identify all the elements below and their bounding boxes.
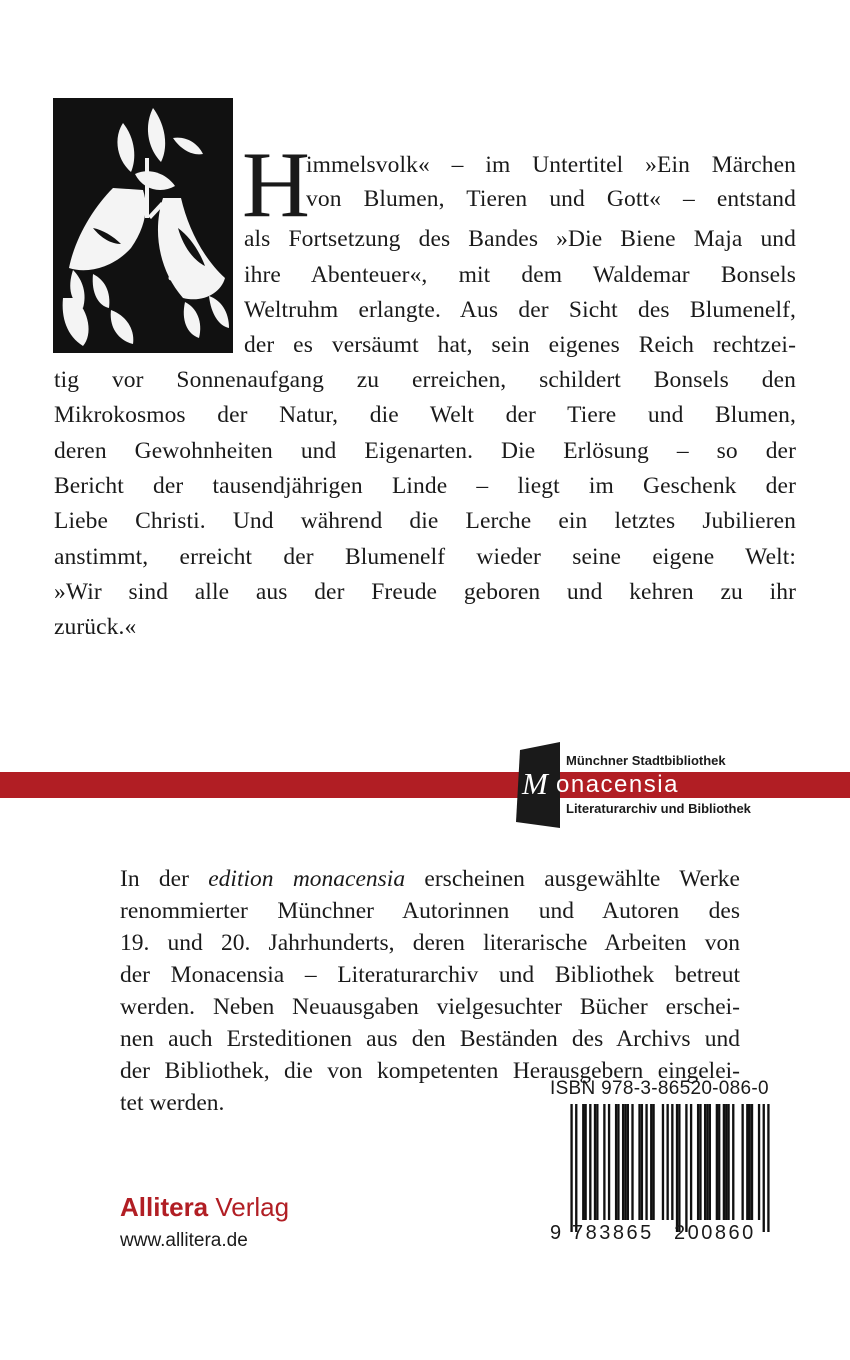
blurb-line: ihre Abenteuer«, mit dem Waldemar Bonsels [244,262,796,288]
about-line: der Monacensia – Literaturarchiv und Bibliothek betreut [120,962,740,988]
barcode-bar [608,1104,610,1220]
barcode-bar [622,1104,624,1220]
barcode-bar [641,1104,643,1220]
barcode-bar [594,1104,596,1220]
publisher-name: Allitera Verlag [120,1192,290,1222]
logo-line-literaturarchiv: Literaturarchiv und Bibliothek [566,801,751,816]
barcode-bar [732,1104,734,1220]
barcode-bar [709,1104,711,1220]
barcode-digit-lead: 9 [550,1222,562,1244]
flower-woodcut-icon [53,98,233,353]
barcode-bar [716,1104,718,1220]
about-line: 19. und 20. Jahrhunderts, deren literarische Arbeiten von [120,930,740,956]
barcode-bar [727,1104,729,1220]
about-line: tet werden. [120,1090,225,1116]
about-line: In der edition monacensia erscheinen ausgewählte Werke [120,866,740,892]
barcode-bar [596,1104,598,1220]
about-line: werden. Neben Neuausgaben vielgesuchter Bücher erschei- [120,994,740,1020]
barcode-bar [749,1104,751,1220]
barcode-bar [690,1104,692,1220]
blurb-line: zurück.« [54,614,137,640]
barcode-bar [725,1104,727,1220]
about-line: der Bibliothek, die von kompetenten Herausgebern eingelei- [120,1058,740,1084]
barcode-bar [666,1104,668,1220]
barcode-bar [584,1104,586,1220]
barcode-bar [570,1104,572,1232]
barcode-bar [706,1104,708,1220]
barcode-bar [697,1104,699,1220]
edition-monacensia: edition monacensia [208,866,406,892]
drop-cap: H [242,133,310,237]
blurb-line: immelsvolk« – im Untertitel »Ein Märchen [306,152,796,178]
blurb-line: Weltruhm erlangte. Aus der Sicht des Blumenelf, [244,297,796,323]
logo-line-stadtbibliothek: Münchner Stadtbibliothek [566,753,726,768]
blurb-line: »Wir sind alle aus der Freude geboren und kehren zu ihr [54,579,796,605]
red-band [0,772,850,798]
barcode-bar [699,1104,701,1220]
barcode-bar [645,1104,647,1220]
barcode-bar [582,1104,584,1220]
barcode-bar [650,1104,652,1220]
barcode-bar [624,1104,626,1220]
barcode-bar [746,1104,748,1220]
blurb-line: von Blumen, Tieren und Gott« – entstand [306,186,796,212]
barcode-digits-left: 783865 [572,1222,654,1244]
blurb-line: der es versäumt hat, sein eigenes Reich rechtzei- [244,332,796,358]
blurb-line: Bericht der tausendjährigen Linde – liegt im Geschenk der [54,473,796,499]
about-line: renommierter Münchner Autorinnen und Autoren des [120,898,740,924]
barcode-bar [615,1104,617,1220]
barcode-bar [678,1104,680,1232]
barcode-bar [685,1104,687,1232]
blurb-line: deren Gewohnheiten und Eigenarten. Die Erlösung – so der [54,438,796,464]
barcode-bar [671,1104,673,1220]
blurb-line: anstimmt, erreicht der Blumenelf wieder seine eigene Welt: [54,544,796,570]
blurb-line: tig vor Sonnenaufgang zu erreichen, schildert Bonsels den [54,367,796,393]
barcode-bar [758,1104,760,1220]
logo-initial: M [522,766,548,801]
about-line: nen auch Ersteditionen aus den Beständen des Archivs und [120,1026,740,1052]
barcode-bar [575,1104,577,1232]
barcode-bar [603,1104,605,1220]
logo-name: onacensia [556,771,679,798]
barcode-bar [617,1104,619,1220]
flower-illustration [53,98,233,353]
barcode-bar [763,1104,765,1232]
barcode-digits-right: 200860 [674,1222,756,1244]
isbn-label: ISBN 978-3-86520-086-0 [550,1078,769,1099]
barcode-bar [704,1104,706,1220]
barcode-bar [767,1104,769,1232]
barcode-bar [723,1104,725,1220]
barcode-bar [627,1104,629,1220]
barcode-bar [741,1104,743,1220]
blurb-line: Mikrokosmos der Natur, die Welt der Tiere und Blumen, [54,402,796,428]
barcode-bar [589,1104,591,1220]
barcode-bar [751,1104,753,1220]
blurb-line: Liebe Christi. Und während die Lerche ein letztes Jubilieren [54,508,796,534]
barcode-bar [676,1104,678,1232]
blurb-line: als Fortsetzung des Bandes »Die Biene Maja und [244,226,796,252]
publisher-url: www.allitera.de [120,1230,248,1251]
barcode-bar [662,1104,664,1220]
barcode-bar [718,1104,720,1220]
barcode-bar [638,1104,640,1220]
barcode-bar [631,1104,633,1220]
barcode-bar [652,1104,654,1220]
